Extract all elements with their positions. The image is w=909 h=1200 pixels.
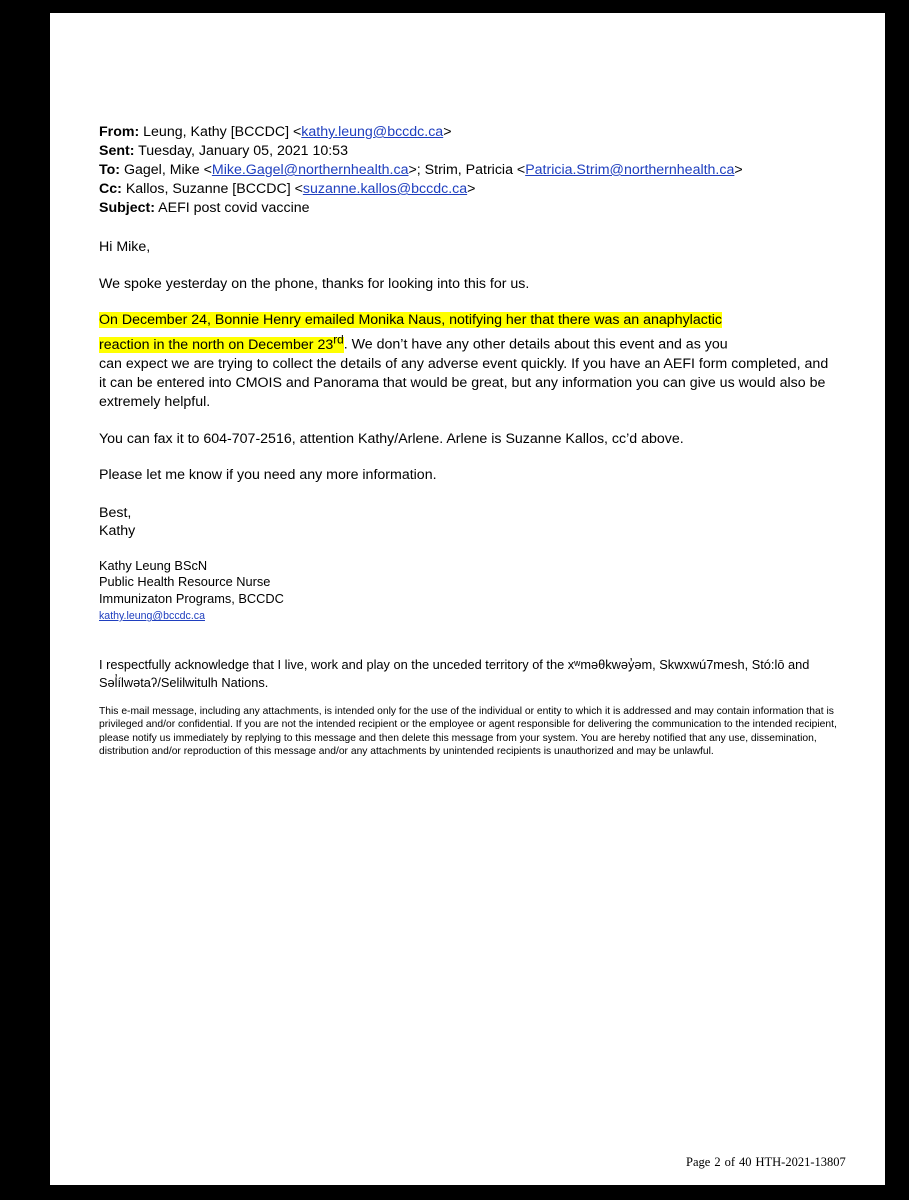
- paragraph-2: On December 24, Bonnie Henry emailed Monika Naus, notifying her that there was an anaphylactic reaction in the north on December 23rd. We don’t have any other details about this event and as you can expect we are trying to collect the details of any adverse event quickly. If you have an AEFI form completed, and it can be entered into CMOIS and Panorama that would be great, but any information you can give us would also be extremely helpful.: [99, 312, 829, 410]
- email-header: [99, 123, 839, 218]
- from-email-link[interactable]: kathy.leung@bccdc.ca: [301, 124, 444, 140]
- from-line: From: Leung, Kathy [BCCDC] <kathy.leung@bccdc.ca>: [99, 124, 452, 140]
- document-page: [50, 13, 885, 1185]
- signature-dept: Immunizaton Programs, BCCDC: [99, 590, 284, 606]
- highlighted-text-2: reaction in the north on December 23rd: [99, 332, 344, 353]
- closing: Best, Kathy: [99, 504, 136, 540]
- signature-title: Public Health Resource Nurse: [99, 574, 271, 590]
- signature-name: Kathy Leung BScN: [99, 557, 208, 573]
- highlighted-text-1: On December 24, Bonnie Henry emailed Monika Naus, notifying her that there was an anaphylactic: [99, 312, 723, 328]
- land-acknowledgement: I respectfully acknowledge that I live, work and play on the unceded territory of the xʷməθkwəy̓əm, Skwxwú7mesh, Stó:lō and Səl̓ílwətaʔ/Selilwitulh Nations.: [99, 656, 810, 690]
- paragraph-4: Please let me know if you need any more information.: [99, 467, 437, 484]
- sent-line: Sent: Tuesday, January 05, 2021 10:53: [99, 143, 348, 159]
- to-email-link-1[interactable]: Mike.Gagel@northernhealth.ca: [211, 162, 409, 178]
- cc-email-link[interactable]: suzanne.kallos@bccdc.ca: [302, 181, 468, 197]
- greeting: Hi Mike,: [99, 239, 151, 255]
- confidentiality-disclaimer: This e-mail message, including any attachments, is intended only for the use of the individual or entity to which it is addressed and may contain information that is privileged and/or confidential. If you are not the intended recipient or the employee or agent responsible for delivering the communication to the intended recipient, please notify us immediately by replying to this message and then delete this message from your system. You are hereby notified that any use, dissemination, distribution and/or reproduction of this message and/or any attachments by unintended recipients is unauthorized and may be unlawful.: [99, 705, 837, 757]
- subject-line: Subject: AEFI post covid vaccine: [99, 200, 310, 216]
- page-number: 2: [714, 1155, 721, 1169]
- signature-email-link[interactable]: kathy.leung@bccdc.ca: [99, 610, 205, 623]
- cc-line: Cc: Kallos, Suzanne [BCCDC] <suzanne.kallos@bccdc.ca>: [99, 181, 476, 197]
- signature-block: [99, 558, 839, 625]
- paragraph-1: We spoke yesterday on the phone, thanks for looking into this for us.: [99, 275, 530, 292]
- to-email-link-2[interactable]: Patricia.Strim@northernhealth.ca: [525, 162, 735, 178]
- to-line: To: Gagel, Mike <Mike.Gagel@northernhealth.ca>; Strim, Patricia <Patricia.Strim@northernhealth.ca>: [99, 162, 743, 178]
- page-footer: Page 2 of 40 HTH-2021-13807: [686, 1155, 846, 1169]
- page-total: 40: [738, 1155, 752, 1169]
- paragraph-3: You can fax it to 604-707-2516, attention Kathy/Arlene. Arlene is Suzanne Kallos, cc’d above.: [99, 430, 684, 447]
- email-content: [99, 123, 839, 758]
- document-id: HTH-2021-13807: [755, 1155, 846, 1169]
